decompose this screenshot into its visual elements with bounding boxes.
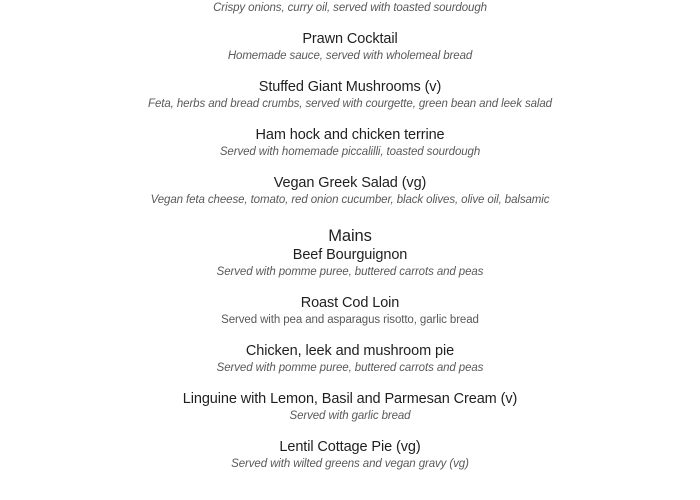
menu-item-description: Served with wilted greens and vegan gravy (vg) bbox=[231, 458, 469, 470]
menu-item-description: Crispy onions, curry oil, served with toasted sourdough bbox=[213, 2, 487, 14]
menu-item-description: Served with pea and asparagus risotto, garlic bread bbox=[221, 314, 479, 326]
menu-item-description: Served with pomme puree, buttered carrots and peas bbox=[216, 266, 484, 278]
menu-item-title: Roast Cod Loin bbox=[300, 295, 400, 311]
menu-item-title: Prawn Cocktail bbox=[302, 31, 398, 47]
menu-item-title: Vegan Greek Salad (vg) bbox=[273, 175, 427, 191]
menu-section-starters-partial bbox=[0, 0, 700, 209]
menu-item bbox=[0, 390, 700, 425]
menu-section-mains bbox=[0, 226, 700, 473]
menu-item bbox=[0, 246, 700, 281]
menu-item bbox=[0, 342, 700, 377]
menu-item-title: Stuffed Giant Mushrooms (v) bbox=[258, 79, 442, 95]
menu-item bbox=[0, 294, 700, 329]
menu-item bbox=[0, 0, 700, 17]
menu-item bbox=[0, 126, 700, 161]
menu-item-description: Vegan feta cheese, tomato, red onion cucumber, black olives, olive oil, balsamic bbox=[150, 194, 550, 206]
menu-item-title: Chicken, leek and mushroom pie bbox=[245, 343, 455, 359]
menu-item-description: Served with garlic bread bbox=[289, 410, 411, 422]
menu-item-description: Homemade sauce, served with wholemeal bread bbox=[227, 50, 473, 62]
menu-item bbox=[0, 78, 700, 113]
menu-item-description: Served with pomme puree, buttered carrots and peas bbox=[216, 362, 484, 374]
section-heading-mains: Mains bbox=[328, 227, 372, 245]
menu-item bbox=[0, 438, 700, 473]
menu-item-description: Served with homemade piccalilli, toasted sourdough bbox=[219, 146, 481, 158]
menu-item-title: Ham hock and chicken terrine bbox=[255, 127, 445, 143]
menu-item-title: Linguine with Lemon, Basil and Parmesan Cream (v) bbox=[182, 391, 518, 407]
menu-item-title: Lentil Cottage Pie (vg) bbox=[279, 439, 421, 455]
menu-item bbox=[0, 30, 700, 65]
menu-item-title: Beef Bourguignon bbox=[292, 247, 408, 263]
menu-item-description: Feta, herbs and bread crumbs, served with courgette, green bean and leek salad bbox=[148, 98, 552, 110]
menu-item bbox=[0, 174, 700, 209]
